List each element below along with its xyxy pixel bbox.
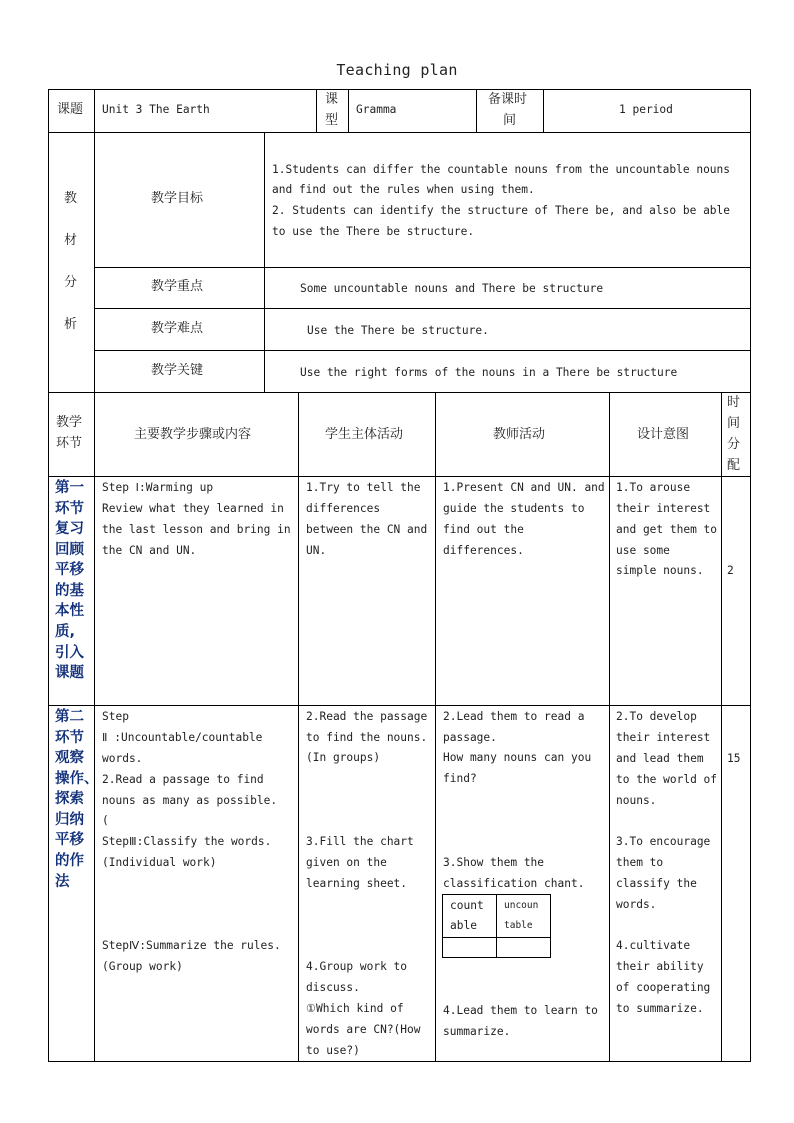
chart-col2-line: uncoun — [504, 900, 539, 911]
section1-design-line: and get them to — [616, 523, 718, 536]
difficulties-text: Use the There be structure. — [307, 324, 489, 337]
topic-label: 课题 — [57, 102, 84, 117]
stage-header-1: 教学 — [56, 415, 83, 430]
section1-stage-line: 平移 — [55, 562, 84, 578]
section2-design-line: classify the — [616, 877, 697, 890]
objectives-label: 教学目标 — [151, 191, 204, 206]
prep-value: 1 period — [619, 103, 673, 116]
section2-student-line: given on the — [306, 856, 387, 869]
section2-design-line: them to — [616, 856, 664, 869]
section2-stage-line: 的作 — [55, 853, 84, 869]
section2-design-line: to summarize. — [616, 1002, 704, 1015]
section2-design-line: their interest — [616, 731, 711, 744]
section2-design-line: nouns. — [616, 794, 657, 807]
section1-teacher-line: 1.Present CN and UN. and — [443, 481, 605, 494]
section2-design-line: words. — [616, 898, 657, 911]
section1-student-line: between the CN and — [306, 523, 428, 536]
objectives-line: to use the There be structure. — [272, 225, 475, 238]
section2-student-line: 3.Fill the chart — [306, 835, 414, 848]
section2-stage-line: 操作、 — [55, 771, 99, 787]
analysis-char: 教 — [64, 191, 78, 206]
section1-teacher-line: guide the students to — [443, 502, 585, 515]
objectives-line: and find out the rules when using them. — [272, 183, 535, 196]
steps-header: 主要教学步骤或内容 — [134, 427, 252, 442]
type-value: Gramma — [356, 103, 397, 116]
section1-steps-line: Review what they learned in — [102, 502, 284, 515]
section1-steps-line: the CN and UN. — [102, 544, 197, 557]
section2-time: 15 — [727, 752, 741, 765]
section2-stage-line: 平移 — [55, 832, 84, 848]
design-header: 设计意图 — [637, 427, 690, 442]
section2-design-line: to the world of — [616, 773, 718, 786]
section2-steps-line: (Individual work) — [102, 856, 217, 869]
section2-stage-line: 环节 — [55, 730, 84, 746]
section1-teacher-line: find out the — [443, 523, 524, 536]
topic-value: Unit 3 The Earth — [102, 103, 210, 116]
time-header-char: 间 — [727, 416, 741, 431]
section1-student-line: 1.Try to tell the — [306, 481, 421, 494]
section2-student-line: to find the nouns. — [306, 731, 428, 744]
section2-design-line: 3.To encourage — [616, 835, 711, 848]
section2-design-line: 4.cultivate — [616, 939, 691, 952]
section2-steps-line: Ⅱ :Uncountable/countable — [102, 731, 263, 744]
section2-student-line: 2.Read the passage — [306, 710, 428, 723]
difficulties-label: 教学难点 — [151, 321, 204, 336]
section2-student-line: words are CN?(How — [306, 1023, 421, 1036]
section2-student-line: ①Which kind of — [306, 1002, 404, 1015]
section2-steps-line: StepⅢ:Classify the words. — [102, 835, 272, 848]
section2-teacher-line: summarize. — [443, 1025, 511, 1038]
section2-student-line: learning sheet. — [306, 877, 408, 890]
section2-design-line: and lead them — [616, 752, 704, 765]
page-title: Teaching plan — [336, 61, 458, 79]
section2-teacher-line: passage. — [443, 731, 497, 744]
section1-teacher-line: differences. — [443, 544, 524, 557]
section2-teacher-line: classification chant. — [443, 877, 585, 890]
section1-design-line: use some — [616, 544, 670, 557]
section1-steps-line: the last lesson and bring in — [102, 523, 291, 536]
section1-design-line: simple nouns. — [616, 564, 704, 577]
objectives-line: 1.Students can differ the countable nouns from the uncountable nouns — [272, 163, 731, 176]
section1-stage-line: 复习 — [55, 521, 84, 537]
section2-steps-line: 2.Read a passage to find — [102, 773, 264, 786]
section2-steps-line: Step — [102, 710, 129, 723]
section2-steps-line: StepⅣ:Summarize the rules. — [102, 939, 281, 952]
section2-stage-line: 归纳 — [55, 812, 84, 828]
section1-steps-line: Step Ⅰ:Warming up — [102, 481, 214, 494]
section2-stage-line: 法 — [55, 874, 70, 890]
type-label-1: 课 — [325, 92, 339, 107]
section2-teacher-line: 3.Show them the — [443, 856, 545, 869]
section2-design-line: of cooperating — [616, 981, 711, 994]
key-points-text: Some uncountable nouns and There be structure — [300, 282, 604, 295]
section1-stage-line: 环节 — [55, 501, 84, 517]
analysis-char: 材 — [64, 233, 78, 248]
prep-label-2: 间 — [503, 113, 517, 128]
objectives-line: 2. Students can identify the structure of There be, and also be able — [272, 204, 731, 217]
section1-stage-line: 本性 — [55, 603, 84, 619]
section2-stage-line: 第二 — [55, 709, 84, 725]
time-header-char: 时 — [727, 395, 741, 410]
section2-student-line: discuss. — [306, 981, 360, 994]
section2-steps-line: nouns as many as possible. — [102, 794, 278, 807]
section1-design-line: their interest — [616, 502, 711, 515]
stage-header-2: 环节 — [56, 436, 83, 451]
section2-design-line: 2.To develop — [616, 710, 697, 723]
section1-stage-line: 回顾 — [55, 542, 84, 558]
prep-label-1: 备课时 — [488, 92, 528, 107]
section1-student-line: differences — [306, 502, 381, 515]
chart-col2-line: table — [504, 920, 533, 931]
section2-teacher-line: find? — [443, 772, 477, 785]
chart-col1-line: able — [450, 919, 477, 932]
section1-student-line: UN. — [306, 544, 327, 557]
section2-student-line: 4.Group work to — [306, 960, 408, 973]
section2-stage-line: 探索 — [55, 791, 84, 807]
section1-stage-line: 课题 — [55, 665, 84, 681]
section2-steps-line: (Group work) — [102, 960, 183, 973]
section1-time: 2 — [727, 564, 734, 577]
key-points-label: 教学重点 — [151, 279, 204, 294]
time-header-char: 分 — [727, 437, 741, 452]
section1-stage-line: 质, — [55, 624, 76, 640]
crux-label: 教学关键 — [151, 363, 204, 378]
section2-student-line: to use?) — [306, 1044, 360, 1057]
section2-steps-line: ( — [102, 814, 109, 827]
section2-steps-line: words. — [102, 752, 143, 765]
analysis-char: 分 — [64, 275, 78, 290]
crux-text: Use the right forms of the nouns in a There be structure — [300, 366, 678, 379]
section2-teacher-line: 2.Lead them to read a — [443, 710, 585, 723]
student-header: 学生主体活动 — [325, 427, 404, 442]
section2-design-line: their ability — [616, 960, 704, 973]
section2-teacher-line: 4.Lead them to learn to — [443, 1004, 598, 1017]
chart-col1-line: count — [450, 899, 484, 912]
section1-stage-line: 引入 — [55, 645, 84, 661]
teacher-header: 教师活动 — [493, 427, 546, 442]
section1-stage-line: 第一 — [55, 480, 84, 496]
section2-teacher-line: How many nouns can you — [443, 751, 592, 764]
section2-stage-line: 观察 — [55, 750, 84, 766]
section1-design-line: 1.To arouse — [616, 481, 691, 494]
section2-student-line: (In groups) — [306, 751, 381, 764]
type-label-2: 型 — [325, 113, 339, 128]
time-header-char: 配 — [727, 458, 741, 473]
analysis-char: 析 — [64, 317, 78, 332]
section1-stage-line: 的基 — [55, 583, 84, 599]
